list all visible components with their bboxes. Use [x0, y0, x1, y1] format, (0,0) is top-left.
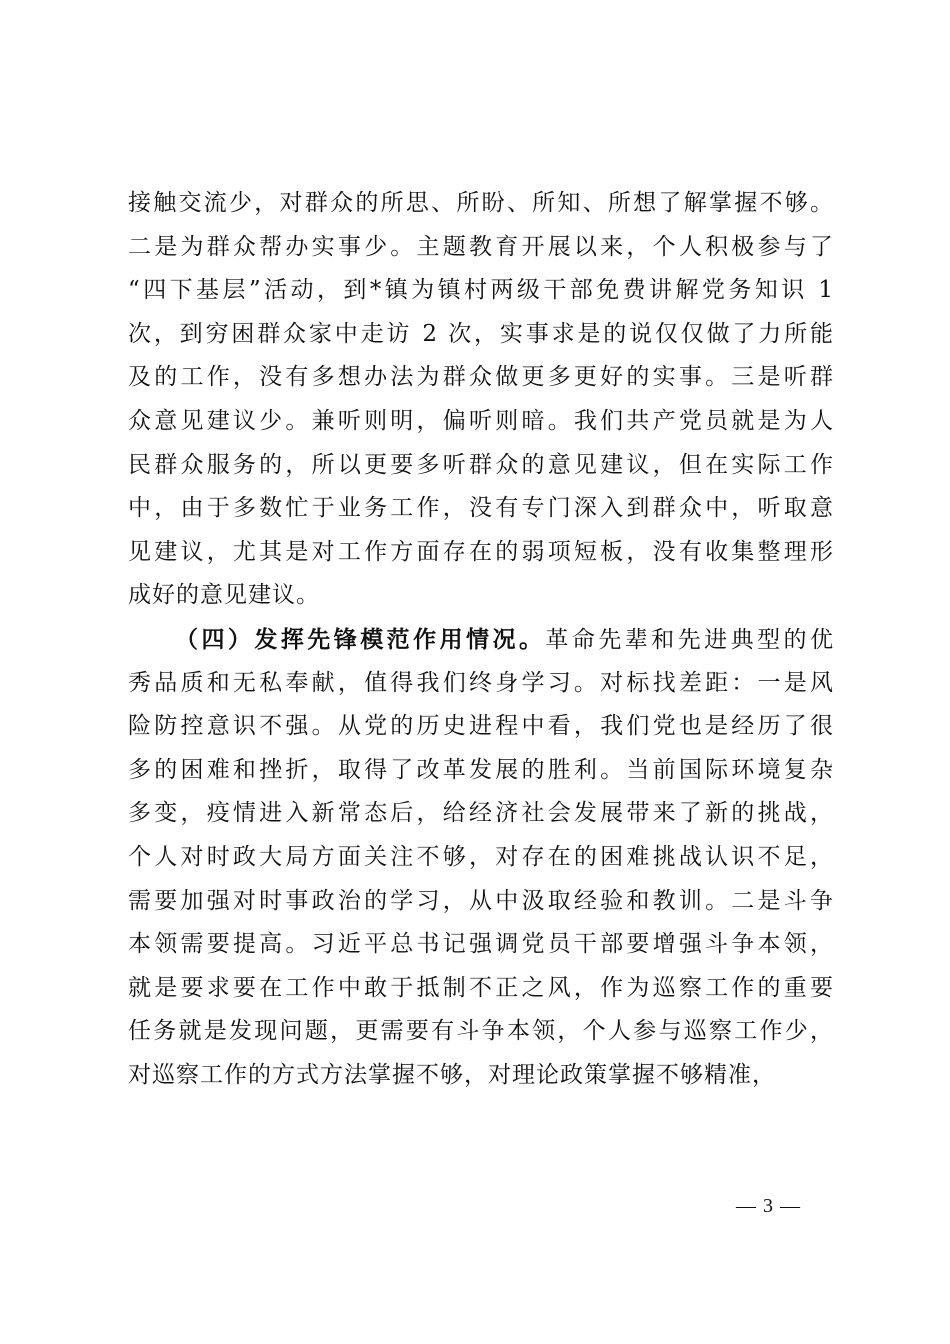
paragraph-line: “四下基层”活动，到*镇为镇村两级干部免费讲解党务知识 1 [128, 277, 834, 304]
paragraph-line: 任务就是发现问题，更需要有斗争本领，个人参与巡察工作少， [128, 1018, 834, 1045]
paragraph-line: 二是为群众帮办实事少。主题教育开展以来，个人积极参与了 [128, 233, 834, 260]
paragraph-line: 就是要求要在工作中敢于抵制不正之风，作为巡察工作的重要 [128, 974, 834, 1001]
page-number: — 3 — [736, 1195, 801, 1217]
paragraph-line: 民群众服务的，所以更要多听群众的意见建议，但在实际工作 [128, 451, 834, 478]
paragraph-line: 众意见建议少。兼听则明，偏听则暗。我们共产党员就是为人 [128, 407, 834, 434]
paragraph-line: 次，到穷困群众家中走访 2 次，实事求是的说仅仅做了力所能 [128, 320, 834, 347]
paragraph-line: 及的工作，没有多想办法为群众做更多更好的实事。三是听群 [128, 364, 834, 391]
paragraph-line: 本领需要提高。习近平总书记强调党员干部要增强斗争本领， [128, 931, 834, 958]
paragraph-first-line [128, 618, 834, 662]
paragraph-2 [128, 618, 834, 1098]
paragraph-line: 需要加强对时事政治的学习，从中汲取经验和教训。二是斗争 [128, 887, 834, 914]
paragraph-1 [128, 182, 834, 618]
paragraph-line: 个人对时政大局方面关注不够，对存在的困难挑战认识不足， [128, 843, 834, 870]
paragraph-line: 中，由于多数忙于业务工作，没有专门深入到群众中，听取意 [128, 495, 834, 522]
paragraph-line: 接触交流少，对群众的所思、所盼、所知、所想了解掌握不够。 [128, 190, 834, 216]
paragraph-line: 险防控意识不强。从党的历史进程中看，我们党也是经历了很 [128, 713, 834, 740]
paragraph-line: 秀品质和无私奉献，值得我们终身学习。对标找差距：一是风 [128, 669, 834, 696]
paragraph-line: 成好的意见建议。 [128, 582, 320, 609]
first-line-text: 革命先辈和先进典型的优 [545, 627, 835, 653]
section-heading: （四）发挥先锋模范作用情况。 [175, 626, 546, 653]
paragraph-line: 对巡察工作的方式方法掌握不够，对理论政策掌握不够精准， [128, 1061, 776, 1088]
paragraph-line: 见建议，尤其是对工作方面存在的弱项短板，没有收集整理形 [128, 538, 834, 565]
paragraph-line: 多的困难和挫折，取得了改革发展的胜利。当前国际环境复杂 [128, 756, 834, 783]
paragraph-line: 多变，疫情进入新常态后，给经济社会发展带来了新的挑战， [128, 800, 834, 827]
